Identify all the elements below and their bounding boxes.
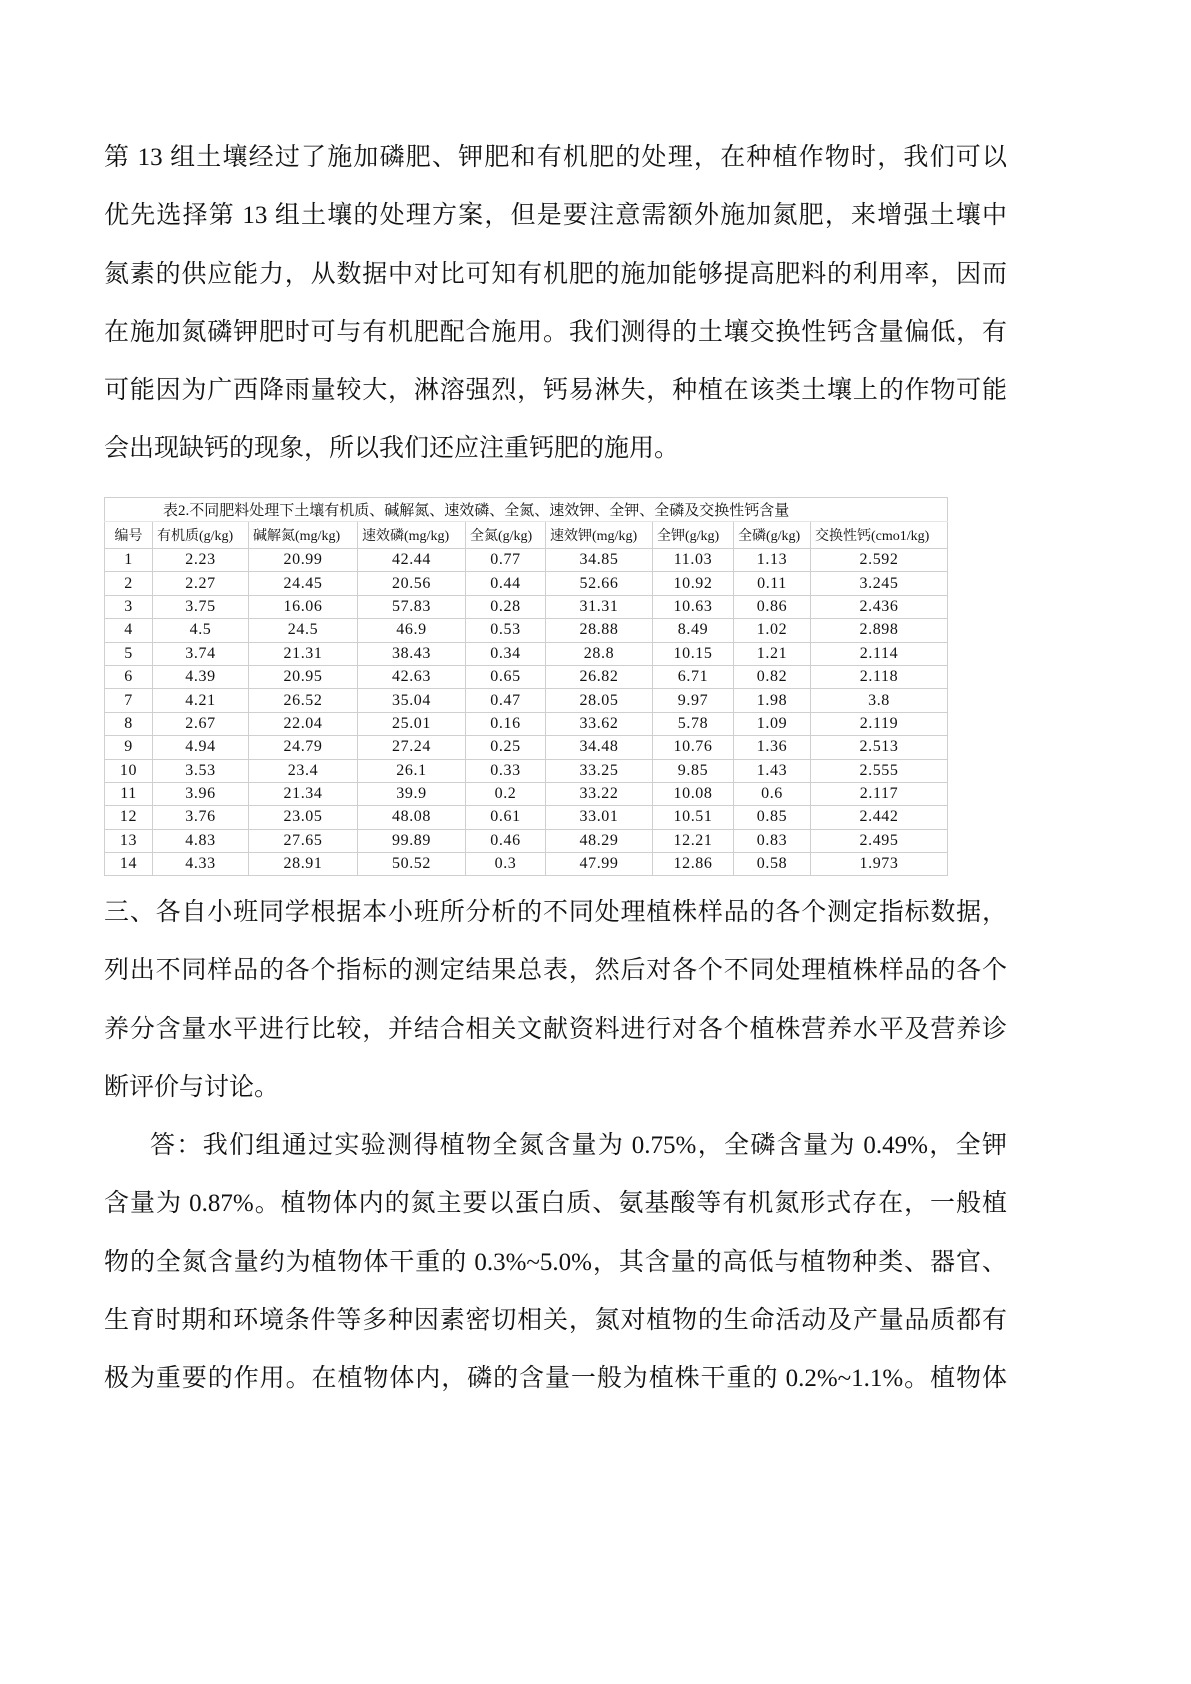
table-cell: 38.43 bbox=[358, 642, 466, 665]
table-cell: 1.98 bbox=[734, 689, 811, 712]
table-cell: 2.118 bbox=[811, 665, 948, 688]
table-cell: 28.05 bbox=[546, 689, 653, 712]
table-cell: 28.88 bbox=[546, 619, 653, 642]
table-header-cell: 全氮(g/kg) bbox=[466, 522, 546, 549]
table-cell: 10.08 bbox=[653, 782, 734, 805]
table-cell: 24.45 bbox=[249, 572, 358, 595]
row-number-cell: 3 bbox=[105, 595, 153, 618]
table-cell: 0.3 bbox=[466, 853, 546, 876]
table-cell: 4.94 bbox=[153, 736, 249, 759]
table-cell: 8.49 bbox=[653, 619, 734, 642]
table-cell: 10.51 bbox=[653, 806, 734, 829]
table-header-cell: 交换性钙(cmo1/kg) bbox=[811, 522, 948, 549]
table-cell: 0.46 bbox=[466, 829, 546, 852]
table-cell: 21.31 bbox=[249, 642, 358, 665]
table-cell: 4.5 bbox=[153, 619, 249, 642]
table-cell: 0.77 bbox=[466, 549, 546, 572]
table-cell: 0.82 bbox=[734, 665, 811, 688]
table-cell: 0.2 bbox=[466, 782, 546, 805]
table-cell: 20.56 bbox=[358, 572, 466, 595]
table-row bbox=[105, 736, 948, 759]
table-cell: 26.52 bbox=[249, 689, 358, 712]
table-cell: 48.08 bbox=[358, 806, 466, 829]
paragraph-line: 生育时期和环境条件等多种因素密切相关，氮对植物的生命活动及产量品质都有 bbox=[104, 1307, 1007, 1335]
table-row bbox=[105, 806, 948, 829]
table-row bbox=[105, 782, 948, 805]
paragraph-line: 可能因为广西降雨量较大，淋溶强烈，钙易淋失，种植在该类土壤上的作物可能 bbox=[104, 377, 1007, 405]
table-cell: 10.63 bbox=[653, 595, 734, 618]
row-number-cell: 9 bbox=[105, 736, 153, 759]
table-cell: 22.04 bbox=[249, 712, 358, 735]
table-cell: 2.555 bbox=[811, 759, 948, 782]
table-cell: 47.99 bbox=[546, 853, 653, 876]
row-number-cell: 5 bbox=[105, 642, 153, 665]
paragraph-line: 第 13 组土壤经过了施加磷肥、钾肥和有机肥的处理，在种植作物时，我们可以 bbox=[104, 144, 1007, 171]
table-cell: 25.01 bbox=[358, 712, 466, 735]
table-row bbox=[105, 712, 948, 735]
table-cell: 1.21 bbox=[734, 642, 811, 665]
table-header-cell: 全钾(g/kg) bbox=[653, 522, 734, 549]
table-cell: 6.71 bbox=[653, 665, 734, 688]
paragraph-line: 会出现缺钙的现象，所以我们还应注重钙肥的施用。 bbox=[104, 435, 680, 463]
table-cell: 20.99 bbox=[249, 549, 358, 572]
row-number-cell: 6 bbox=[105, 665, 153, 688]
table-cell: 2.117 bbox=[811, 782, 948, 805]
table-cell: 27.65 bbox=[249, 829, 358, 852]
table-cell: 2.442 bbox=[811, 806, 948, 829]
paragraph-line: 含量为 0.87%。植物体内的氮主要以蛋白质、氨基酸等有机氮形式存在，一般植 bbox=[104, 1190, 1007, 1218]
paragraph-soil-conclusion bbox=[104, 129, 1007, 479]
table-cell: 2.436 bbox=[811, 595, 948, 618]
row-number-cell: 12 bbox=[105, 806, 153, 829]
table-cell: 0.86 bbox=[734, 595, 811, 618]
paragraph-line: 极为重要的作用。在植物体内，磷的含量一般为植株干重的 0.2%~1.1%。植物体 bbox=[104, 1365, 1007, 1393]
paragraph-question-and-answer bbox=[104, 884, 1007, 1409]
table-cell: 12.21 bbox=[653, 829, 734, 852]
row-number-cell: 14 bbox=[105, 853, 153, 876]
table-cell: 0.33 bbox=[466, 759, 546, 782]
table-cell: 33.22 bbox=[546, 782, 653, 805]
table-cell: 3.96 bbox=[153, 782, 249, 805]
row-number-cell: 8 bbox=[105, 712, 153, 735]
table-cell: 0.85 bbox=[734, 806, 811, 829]
table-body bbox=[105, 549, 948, 876]
table-cell: 57.83 bbox=[358, 595, 466, 618]
table-cell: 1.13 bbox=[734, 549, 811, 572]
table-cell: 21.34 bbox=[249, 782, 358, 805]
table-cell: 24.79 bbox=[249, 736, 358, 759]
row-number-cell: 2 bbox=[105, 572, 153, 595]
table-cell: 3.8 bbox=[811, 689, 948, 712]
table-cell: 28.91 bbox=[249, 853, 358, 876]
table-cell: 24.5 bbox=[249, 619, 358, 642]
table-cell: 0.28 bbox=[466, 595, 546, 618]
row-number-cell: 1 bbox=[105, 549, 153, 572]
table-cell: 34.85 bbox=[546, 549, 653, 572]
table-cell: 11.03 bbox=[653, 549, 734, 572]
table-cell: 0.44 bbox=[466, 572, 546, 595]
table-cell: 33.62 bbox=[546, 712, 653, 735]
table-row bbox=[105, 759, 948, 782]
table-cell: 12.86 bbox=[653, 853, 734, 876]
paragraph-line: 断评价与讨论。 bbox=[104, 1073, 280, 1101]
soil-nutrient-table bbox=[104, 497, 948, 876]
table-cell: 2.67 bbox=[153, 712, 249, 735]
table-cell: 33.01 bbox=[546, 806, 653, 829]
paragraph-line: 优先选择第 13 组土壤的处理方案，但是要注意需额外施加氮肥，来增强土壤中 bbox=[104, 202, 1007, 230]
row-number-cell: 10 bbox=[105, 759, 153, 782]
table-row bbox=[105, 853, 948, 876]
paragraph-line: 答：我们组通过实验测得植物全氮含量为 0.75%，全磷含量为 0.49%，全钾 bbox=[150, 1132, 1007, 1160]
row-number-cell: 7 bbox=[105, 689, 153, 712]
paragraph-line: 列出不同样品的各个指标的测定结果总表，然后对各个不同处理植株样品的各个 bbox=[104, 957, 1007, 985]
table-cell: 23.4 bbox=[249, 759, 358, 782]
table-cell: 0.61 bbox=[466, 806, 546, 829]
table-header-cell: 速效钾(mg/kg) bbox=[546, 522, 653, 549]
table-header-row bbox=[105, 522, 948, 549]
paragraph-line: 氮素的供应能力，从数据中对比可知有机肥的施加能够提高肥料的利用率，因而 bbox=[104, 260, 1007, 288]
table-cell: 0.11 bbox=[734, 572, 811, 595]
table-cell: 42.44 bbox=[358, 549, 466, 572]
table-cell: 4.33 bbox=[153, 853, 249, 876]
table-row bbox=[105, 642, 948, 665]
table-cell: 1.973 bbox=[811, 853, 948, 876]
table-cell: 35.04 bbox=[358, 689, 466, 712]
table-cell: 0.53 bbox=[466, 619, 546, 642]
row-number-cell: 4 bbox=[105, 619, 153, 642]
table-cell: 4.21 bbox=[153, 689, 249, 712]
table-cell: 28.8 bbox=[546, 642, 653, 665]
table-header-cell: 全磷(g/kg) bbox=[734, 522, 811, 549]
table-cell: 0.34 bbox=[466, 642, 546, 665]
table-cell: 23.05 bbox=[249, 806, 358, 829]
table-cell: 1.09 bbox=[734, 712, 811, 735]
table-cell: 42.63 bbox=[358, 665, 466, 688]
table-cell: 2.513 bbox=[811, 736, 948, 759]
table-row bbox=[105, 829, 948, 852]
table-cell: 3.76 bbox=[153, 806, 249, 829]
table-cell: 20.95 bbox=[249, 665, 358, 688]
paragraph-line: 物的全氮含量约为植物体干重的 0.3%~5.0%，其含量的高低与植物种类、器官、 bbox=[104, 1248, 1007, 1276]
table-cell: 0.47 bbox=[466, 689, 546, 712]
table-cell: 10.15 bbox=[653, 642, 734, 665]
table-cell: 0.58 bbox=[734, 853, 811, 876]
table-cell: 2.898 bbox=[811, 619, 948, 642]
table-row bbox=[105, 665, 948, 688]
table-cell: 52.66 bbox=[546, 572, 653, 595]
table-cell: 2.119 bbox=[811, 712, 948, 735]
table-cell: 34.48 bbox=[546, 736, 653, 759]
table-cell: 2.27 bbox=[153, 572, 249, 595]
table-cell: 99.89 bbox=[358, 829, 466, 852]
table-cell: 3.74 bbox=[153, 642, 249, 665]
table-cell: 33.25 bbox=[546, 759, 653, 782]
table-cell: 9.85 bbox=[653, 759, 734, 782]
table-header-cell: 有机质(g/kg) bbox=[153, 522, 249, 549]
table-cell: 4.83 bbox=[153, 829, 249, 852]
table-cell: 0.16 bbox=[466, 712, 546, 735]
table-cell: 2.592 bbox=[811, 549, 948, 572]
table-cell: 5.78 bbox=[653, 712, 734, 735]
table-cell: 50.52 bbox=[358, 853, 466, 876]
table-cell: 26.82 bbox=[546, 665, 653, 688]
table-cell: 3.75 bbox=[153, 595, 249, 618]
paragraph-line: 三、各自小班同学根据本小班所分析的不同处理植株样品的各个测定指标数据， bbox=[104, 899, 1007, 926]
table-row bbox=[105, 595, 948, 618]
table-cell: 2.495 bbox=[811, 829, 948, 852]
row-number-cell: 13 bbox=[105, 829, 153, 852]
table-cell: 27.24 bbox=[358, 736, 466, 759]
table-cell: 26.1 bbox=[358, 759, 466, 782]
table-header-cell: 速效磷(mg/kg) bbox=[358, 522, 466, 549]
table-cell: 1.43 bbox=[734, 759, 811, 782]
table-cell: 46.9 bbox=[358, 619, 466, 642]
table-cell: 0.25 bbox=[466, 736, 546, 759]
table-cell: 2.23 bbox=[153, 549, 249, 572]
table-cell: 10.76 bbox=[653, 736, 734, 759]
table-cell: 2.114 bbox=[811, 642, 948, 665]
row-number-cell: 11 bbox=[105, 782, 153, 805]
table-row bbox=[105, 689, 948, 712]
paragraph-line: 养分含量水平进行比较，并结合相关文献资料进行对各个植株营养水平及营养诊 bbox=[104, 1015, 1007, 1043]
table-cell: 4.39 bbox=[153, 665, 249, 688]
table-cell: 0.65 bbox=[466, 665, 546, 688]
table-cell: 3.53 bbox=[153, 759, 249, 782]
table-cell: 31.31 bbox=[546, 595, 653, 618]
table-cell: 3.245 bbox=[811, 572, 948, 595]
table-cell: 1.36 bbox=[734, 736, 811, 759]
table-cell: 0.83 bbox=[734, 829, 811, 852]
table-cell: 39.9 bbox=[358, 782, 466, 805]
table-cell: 9.97 bbox=[653, 689, 734, 712]
table-cell: 16.06 bbox=[249, 595, 358, 618]
table-header-cell: 编号 bbox=[105, 522, 153, 549]
table-cell: 10.92 bbox=[653, 572, 734, 595]
table-caption: 表2.不同肥料处理下土壤有机质、碱解氮、速效磷、全氮、速效钾、全钾、全磷及交换性钙含量 bbox=[105, 498, 948, 522]
table-cell: 0.6 bbox=[734, 782, 811, 805]
table-row bbox=[105, 619, 948, 642]
paragraph-line: 在施加氮磷钾肥时可与有机肥配合施用。我们测得的土壤交换性钙含量偏低，有 bbox=[104, 318, 1007, 346]
table-cell: 1.02 bbox=[734, 619, 811, 642]
table-cell: 48.29 bbox=[546, 829, 653, 852]
table-caption-row bbox=[105, 498, 948, 522]
table-row bbox=[105, 549, 948, 572]
table-header-cell: 碱解氮(mg/kg) bbox=[249, 522, 358, 549]
table-row bbox=[105, 572, 948, 595]
